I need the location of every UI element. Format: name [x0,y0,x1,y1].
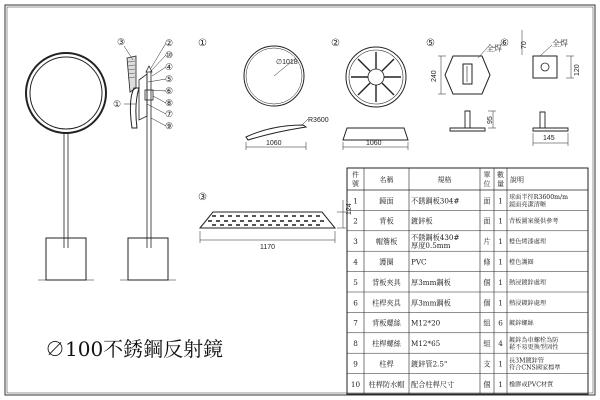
table-cell: 護圈 [379,257,394,267]
table-cell: 1 [353,196,358,206]
table-cell: 1 [498,216,503,226]
callout-right-5: ⑧ [165,98,174,108]
table-cell: 橡膠或PVC材質 [509,381,554,389]
table-cell: 柱桿夾具 [372,298,401,308]
table-cell: 厚度0.5mm [411,241,451,251]
table-cell: 個 [483,277,491,287]
table-cell: 厚3mm鋼板 [411,277,451,287]
table-cell: 鏡面亮潔清晰 [509,201,547,209]
table-cell: 1 [498,277,503,287]
view-3-height: 124 [346,203,353,215]
table-cell: 鍍鋅螺絲 [509,320,534,328]
table-cell: 配合柱桿尺寸 [411,379,455,389]
view-6-top: 70 [521,41,528,49]
table-cell: 長3M鍍鋅管 [509,357,545,365]
table-cell: 背板圖案優供參考 [509,218,559,226]
table-header-cell: 數 [497,171,504,179]
table-cell: 4 [353,257,358,267]
callout-right-0: ② [165,38,174,48]
view-5-small: 95 [487,116,494,124]
table-cell: 不銹鋼板304# [411,196,460,206]
callout-left-0: ③ [117,37,126,47]
table-cell: M12*20 [411,318,441,328]
table-cell: 9 [353,359,358,369]
view-3-label: ③ [198,192,207,203]
view-1-radius: R3600 [308,117,329,124]
view-1-diameter: ∅1018 [276,59,298,66]
view-6-weld: 全焊 [552,39,568,48]
table-cell: 厚3mm鋼板 [411,298,451,308]
table-cell: 1 [498,298,503,308]
callout-right-4: ⑥ [165,86,174,96]
table-cell: 面 [483,216,491,226]
callout-left-1: ① [113,99,122,109]
table-cell: 鍍鋅板 [411,216,433,226]
table-cell: 熱浸鍍鋅處理 [509,279,547,287]
table-cell: 8 [353,339,358,349]
table-cell: 1 [498,257,503,267]
table-cell: 柱桿螺絲 [372,339,401,349]
table-header-cell: 號 [352,180,359,188]
table-cell: PVC [411,257,427,267]
table-cell: 鬆不易更換型固性 [509,344,559,352]
table-header-cell: 說明 [510,176,524,184]
table-cell: 支 [483,359,491,369]
table-cell: 7 [353,318,358,328]
table-cell: 熱浸鍍鋅處理 [509,299,547,307]
callout-right-6: ⑦ [165,109,174,119]
table-cell: 個 [483,298,491,308]
table-header-cell: 規格 [437,176,452,184]
table-header-cell: 名稱 [379,176,394,184]
table-cell: 橙色護圈 [509,259,534,266]
table-cell: 帽簷板 [375,237,398,247]
view-3-width: 1170 [260,244,276,251]
table-cell: 球面半徑R3600m/m [509,194,568,202]
view-5-weld: 全焊 [486,44,502,53]
table-cell: M12*65 [411,339,441,349]
table-cell: 柱桿 [379,359,394,369]
callout-right-1: ⑩ [165,50,174,60]
table-cell: 3 [353,237,358,247]
table-cell: 1 [498,359,503,369]
view-6-side: 120 [574,64,581,76]
table-header-cell: 單 [483,171,491,179]
table-cell: 背板夾具 [372,277,401,287]
table-cell: 組 [483,339,491,349]
table-header-cell: 量 [497,180,504,188]
view-6-label: ⑥ [500,38,509,49]
view-1-width: 1060 [266,140,282,147]
table-cell: 10 [350,379,361,389]
table-cell: 6 [353,298,358,308]
table-cell: 鏡面 [379,196,394,206]
table-cell: 背板螺絲 [372,318,401,328]
table-cell: 1 [498,237,503,247]
drawing-title: ∅100不銹鋼反射鏡 [45,337,224,361]
table-cell: 不銹鋼板430# [411,233,460,242]
table-cell: 5 [353,277,358,287]
view-5-height: 240 [431,70,438,82]
view-5-label: ⑤ [426,38,435,49]
table-cell: 面 [483,196,491,206]
view-2-label: ② [331,38,340,49]
view-2-width: 1060 [366,140,382,147]
view-1-label: ① [198,38,207,49]
callout-right-3: ⑤ [165,74,174,84]
table-cell: 1 [498,379,503,389]
table-cell: 鍍鋅管2.5" [411,359,448,369]
callout-right-7: ⑨ [165,121,174,131]
table-cell: 6 [498,318,503,328]
callout-right-2: ④ [165,62,174,72]
table-header-cell: 件 [352,171,359,179]
table-cell: 柱桿防水帽 [368,379,405,389]
table-cell: 鍍鋅為車螺栓為防 [509,337,559,344]
view-6-bottom: 145 [543,135,555,142]
table-cell: 片 [483,237,491,247]
table-cell: 2 [353,216,358,226]
table-cell: 橙色烤漆處理 [509,238,547,246]
table-cell: 背板 [379,216,394,226]
table-header-cell: 位 [483,180,491,188]
table-cell: 條 [483,257,491,267]
table-cell: 個 [483,379,491,389]
table-cell: 4 [498,339,503,349]
table-cell: 符合CNS國家標準 [509,364,561,372]
table-cell: 組 [483,318,491,328]
table-cell: 1 [498,196,503,206]
